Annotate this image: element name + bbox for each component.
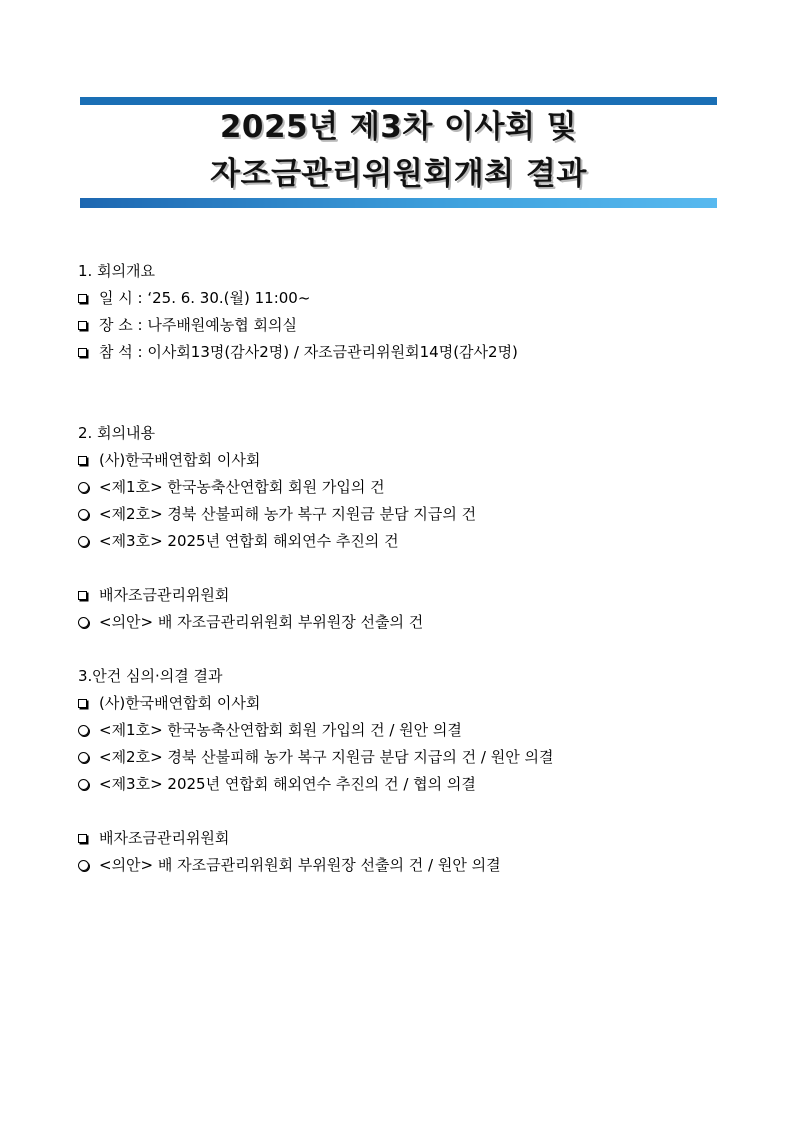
agenda-item: <제1호> 한국농축산연합회 회원 가입의 건 [78, 474, 738, 501]
result-item: <제1호> 한국농축산연합회 회원 가입의 건 / 원안 의결 [78, 717, 738, 744]
section-1-heading: 1. 회의개요 [78, 262, 156, 280]
circle-bullet-icon [78, 536, 89, 547]
square-bullet-icon [78, 321, 87, 330]
section-2-group-2-title: 배자조금관리위원회 [78, 582, 738, 609]
square-bullet-icon [78, 699, 87, 708]
title-bottom-rule [80, 198, 717, 208]
section-2-group-1-title: (사)한국배연합회 이사회 [78, 447, 738, 474]
circle-bullet-icon [78, 860, 89, 871]
agenda-item: <제2호> 경북 산불피해 농가 복구 지원금 분담 지급의 건 [78, 501, 738, 528]
square-bullet-icon [78, 456, 87, 465]
document-body [78, 258, 738, 879]
title-line-1: 2025년 제3차 이사회 및 [219, 109, 578, 145]
circle-bullet-icon [78, 779, 89, 790]
meeting-place-item [78, 312, 738, 339]
result-item: <의안> 배 자조금관리위원회 부위원장 선출의 건 / 원안 의결 [78, 852, 738, 879]
section-2-heading: 2. 회의내용 [78, 424, 156, 442]
square-bullet-icon [78, 834, 87, 843]
meeting-place-text: 장 소 : 나주배원예농협 회의실 [99, 316, 298, 334]
square-bullet-icon [78, 348, 87, 357]
square-bullet-icon [78, 591, 87, 600]
attendance-text: 참 석 : 이사회13명(감사2명) / 자조금관리위원회14명(감사2명) [99, 343, 518, 361]
attendance-item [78, 339, 738, 366]
result-item: <제2호> 경북 산불피해 농가 복구 지원금 분담 지급의 건 / 원안 의결 [78, 744, 738, 771]
title-box [80, 97, 717, 208]
circle-bullet-icon [78, 482, 89, 493]
meeting-date-item [78, 285, 738, 312]
agenda-item: <제3호> 2025년 연합회 해외연수 추진의 건 [78, 528, 738, 555]
section-3-heading: 3.안건 심의·의결 결과 [78, 667, 223, 685]
circle-bullet-icon [78, 617, 89, 628]
square-bullet-icon [78, 294, 87, 303]
title-line-2: 자조금관리위원회개최 결과 [210, 156, 587, 192]
section-3-group-2-title: 배자조금관리위원회 [78, 825, 738, 852]
title-top-rule [80, 97, 717, 105]
circle-bullet-icon [78, 509, 89, 520]
section-3-group-1-title: (사)한국배연합회 이사회 [78, 690, 738, 717]
result-item: <제3호> 2025년 연합회 해외연수 추진의 건 / 협의 의결 [78, 771, 738, 798]
circle-bullet-icon [78, 725, 89, 736]
meeting-date-text: 일 시 : ‘25. 6. 30.(월) 11:00~ [99, 289, 311, 307]
agenda-item: <의안> 배 자조금관리위원회 부위원장 선출의 건 [78, 609, 738, 636]
circle-bullet-icon [78, 752, 89, 763]
